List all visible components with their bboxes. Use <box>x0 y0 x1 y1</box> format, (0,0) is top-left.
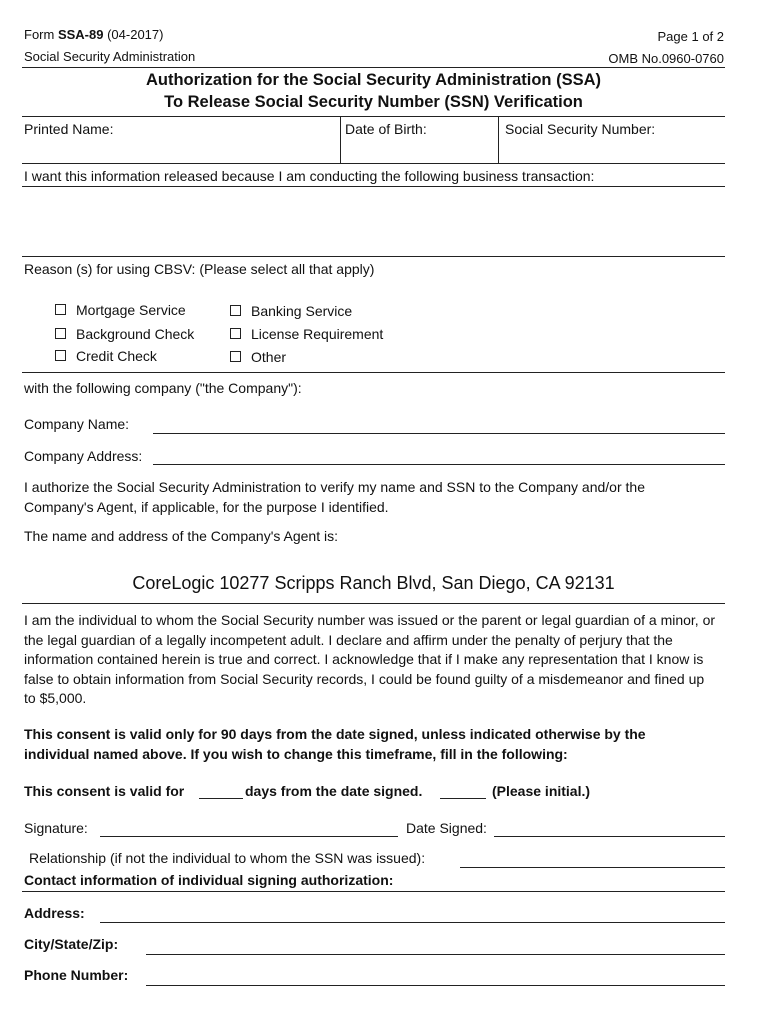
background-check-label: Background Check <box>76 326 195 342</box>
ssn-field[interactable] <box>500 140 724 162</box>
omb-number: OMB No.0960-0760 <box>608 51 724 66</box>
agent-divider <box>22 603 725 604</box>
license-requirement-label: License Requirement <box>251 326 384 342</box>
fields-divider-2 <box>498 116 499 163</box>
agent-label: The name and address of the Company's Agent is: <box>24 528 338 544</box>
mortgage-service-label: Mortgage Service <box>76 302 186 318</box>
fields-bottom-border <box>22 163 725 164</box>
background-check-checkbox[interactable] <box>55 328 66 339</box>
signature-field[interactable] <box>100 836 398 837</box>
signature-label: Signature: <box>24 820 88 836</box>
city-state-zip-field[interactable] <box>146 954 725 955</box>
date-signed-label: Date Signed: <box>406 820 487 836</box>
license-requirement-checkbox[interactable] <box>230 328 241 339</box>
printed-name-field[interactable] <box>22 140 339 162</box>
company-address-field[interactable] <box>153 464 725 465</box>
page-number: Page 1 of 2 <box>657 29 724 44</box>
header-divider <box>22 67 725 68</box>
transaction-label: I want this information released because I am conducting the following business transaction: <box>24 168 595 184</box>
consent-notice: This consent is valid only for 90 days from the date signed, unless indicated otherwise by the individual named above. If you wish to change this timeframe, fill in the following: <box>24 726 646 762</box>
company-address-label: Company Address: <box>24 448 143 464</box>
reasons-bottom-border <box>22 372 725 373</box>
form-prefix: Form <box>24 27 58 42</box>
authorization-text: I authorize the Social Security Administration to verify my name and SSN to the Company and/or the Company's Agent, if applicable, for the purpose I identified. <box>24 479 645 515</box>
company-name-label: Company Name: <box>24 416 130 432</box>
address-field[interactable] <box>100 922 725 923</box>
date-of-birth-field[interactable] <box>342 140 497 162</box>
date-of-birth-label: Date of Birth: <box>345 121 427 137</box>
consent-part2: days from the date signed. <box>245 783 423 799</box>
consent-initial-field[interactable] <box>440 798 486 799</box>
ssn-label: Social Security Number: <box>505 121 656 137</box>
fields-divider-1 <box>340 116 341 163</box>
contact-heading: Contact information of individual signing authorization: <box>24 872 394 888</box>
credit-check-label: Credit Check <box>76 348 157 364</box>
consent-days-field[interactable] <box>199 798 243 799</box>
relationship-field[interactable] <box>460 867 725 868</box>
agency-name: Social Security Administration <box>24 49 196 64</box>
banking-service-label: Banking Service <box>251 303 353 319</box>
mortgage-service-checkbox[interactable] <box>55 304 66 315</box>
address-label: Address: <box>24 905 85 921</box>
transaction-area-bottom <box>22 256 725 257</box>
credit-check-checkbox[interactable] <box>55 350 66 361</box>
other-label: Other <box>251 349 287 365</box>
printed-name-label: Printed Name: <box>24 121 114 137</box>
form-id-line <box>24 27 163 42</box>
phone-number-field[interactable] <box>146 985 725 986</box>
form-title-line1: Authorization for the Social Security Administration (SSA) <box>145 71 601 89</box>
reasons-label: Reason (s) for using CBSV: (Please select all that apply) <box>24 261 375 277</box>
form-id: SSA-89 <box>57 27 104 42</box>
transaction-field[interactable] <box>22 188 725 254</box>
form-title-line2: To Release Social Security Number (SSN) Verification <box>164 93 583 111</box>
city-state-zip-label: City/State/Zip: <box>24 936 119 952</box>
agent-name-address: CoreLogic 10277 Scripps Ranch Blvd, San Diego, CA 92131 <box>132 573 615 593</box>
contact-heading-underline <box>22 891 725 892</box>
phone-number-label: Phone Number: <box>24 967 129 983</box>
other-checkbox[interactable] <box>230 351 241 362</box>
banking-service-checkbox[interactable] <box>230 305 241 316</box>
date-signed-field[interactable] <box>494 836 725 837</box>
company-name-field[interactable] <box>153 433 725 434</box>
relationship-label: Relationship (if not the individual to whom the SSN was issued): <box>29 850 426 866</box>
consent-part1: This consent is valid for <box>24 783 185 799</box>
transaction-underline <box>22 186 725 187</box>
form-date: (04-2017) <box>103 27 164 42</box>
fields-top-border <box>22 116 725 117</box>
declaration-text: I am the individual to whom the Social Security number was issued or the parent or legal guardian of a minor, or the legal guardian of a legally incompetent adult. I declare and affirm under the penalty of perjury that the information contained herein is true and correct. I acknowledge that if I make any representation that I know is false to obtain information from Social Security records, I could be found guilty of a misdemeanor and fined up to $5,000. <box>24 612 716 706</box>
company-intro: with the following company ("the Company"): <box>24 380 302 396</box>
consent-part3: (Please initial.) <box>492 783 591 799</box>
